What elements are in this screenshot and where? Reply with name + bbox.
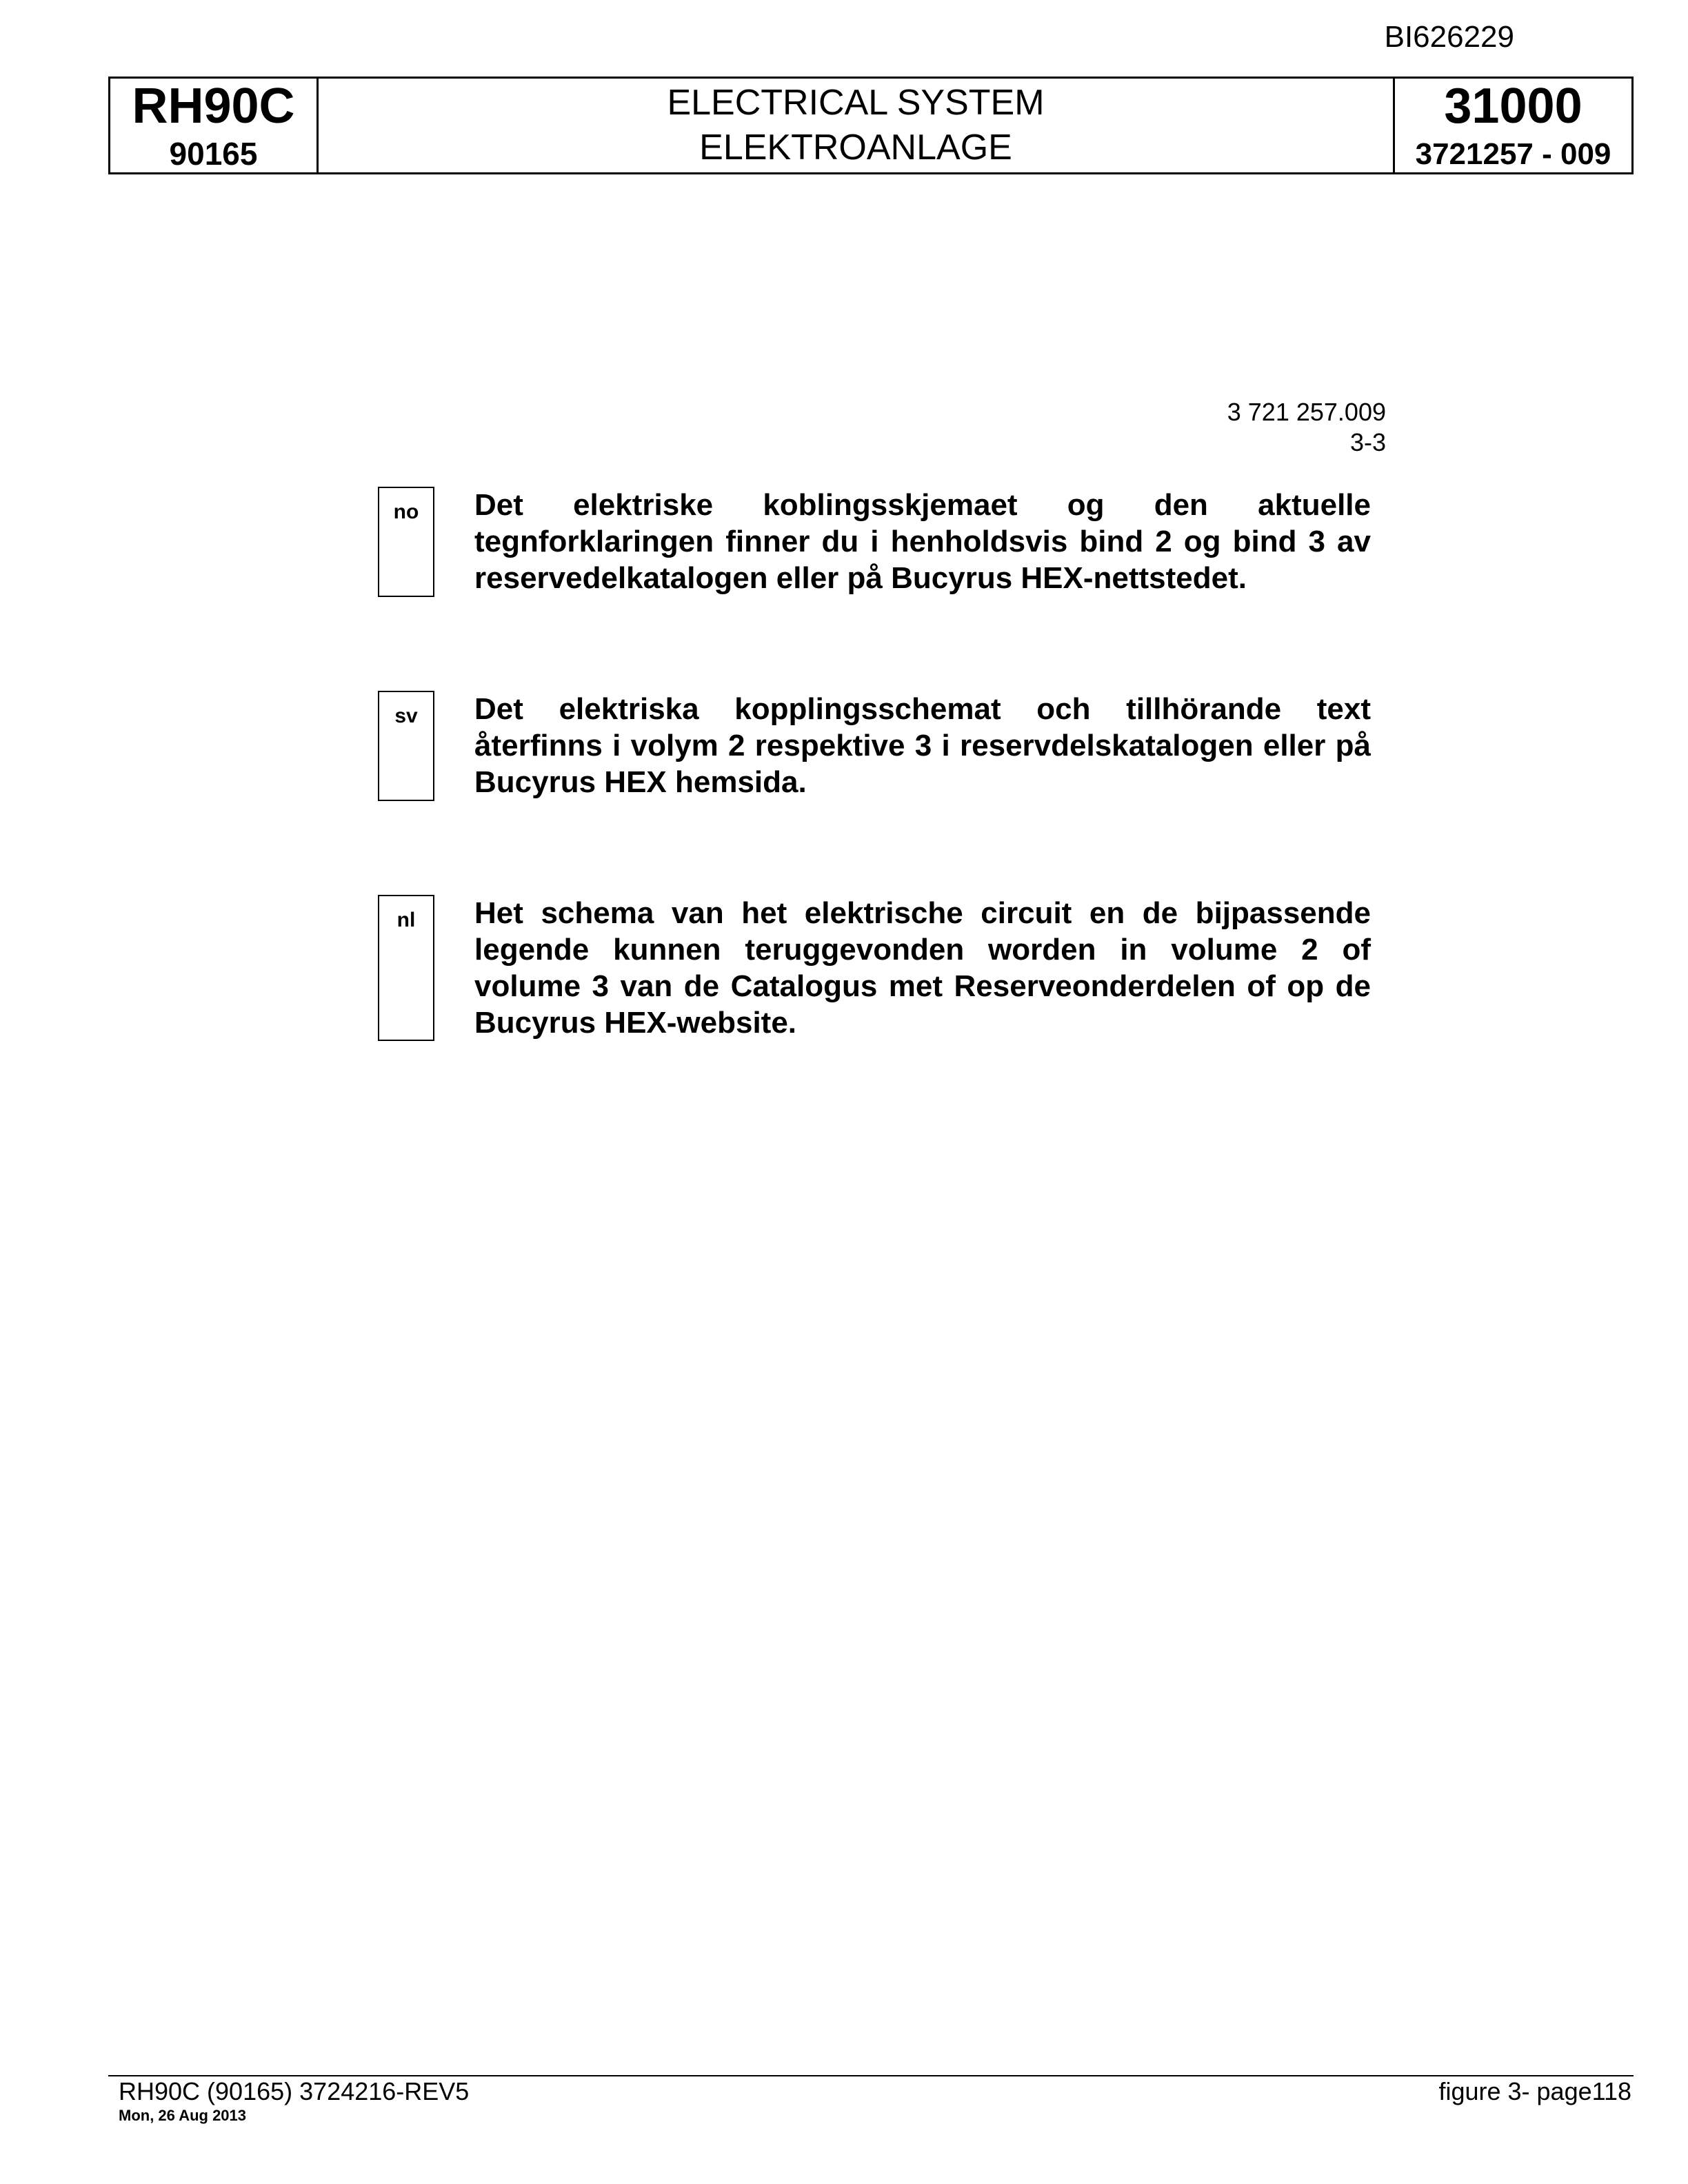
title-german: ELEKTROANLAGE (699, 128, 1012, 168)
reference-block (1227, 397, 1386, 458)
footer-document-info: RH90C (90165) 3724216-REV5 (119, 2077, 470, 2105)
footer-page-info: figure 3- page118 (1438, 2077, 1631, 2105)
title-cell (319, 79, 1395, 172)
language-code-box: nl (378, 895, 434, 1041)
footer-date: Mon, 26 Aug 2013 (119, 2107, 247, 2124)
reference-page: 3-3 (1349, 428, 1386, 456)
language-text: Det elektriska kopplingsschemat och tillhörande text återfinns i volym 2 respektive 3 i reservdelskatalogen eller på Bucyrus HEX hemsida. (474, 692, 1371, 799)
language-code-box: sv (378, 691, 434, 801)
language-code-box: no (378, 487, 434, 597)
header-table (108, 77, 1634, 174)
language-text: Det elektriske koblingsskjemaet og den aktuelle tegnforklaringen finner du i henholdsvis bind 2 og bind 3 av reservedelkatalogen eller på Bucyrus HEX-nettstedet. (474, 488, 1371, 595)
title-english: ELECTRICAL SYSTEM (667, 83, 1045, 123)
reference-number: 3 721 257.009 (1227, 398, 1386, 426)
model-name: RH90C (132, 79, 295, 134)
section-number: 31000 (1444, 79, 1582, 134)
document-id: BI626229 (1384, 20, 1514, 54)
part-number: 3721257 - 009 (1415, 137, 1611, 171)
model-cell (110, 79, 319, 172)
section-cell (1395, 79, 1631, 172)
model-number: 90165 (169, 136, 258, 172)
language-text: Het schema van het elektrische circuit en de bijpassende legende kunnen teruggevonden worden in volume 2 of volume 3 van de Catalogus met Reserveonderdelen of op de Bucyrus HEX-website. (474, 896, 1371, 1040)
footer-divider (108, 2075, 1634, 2076)
